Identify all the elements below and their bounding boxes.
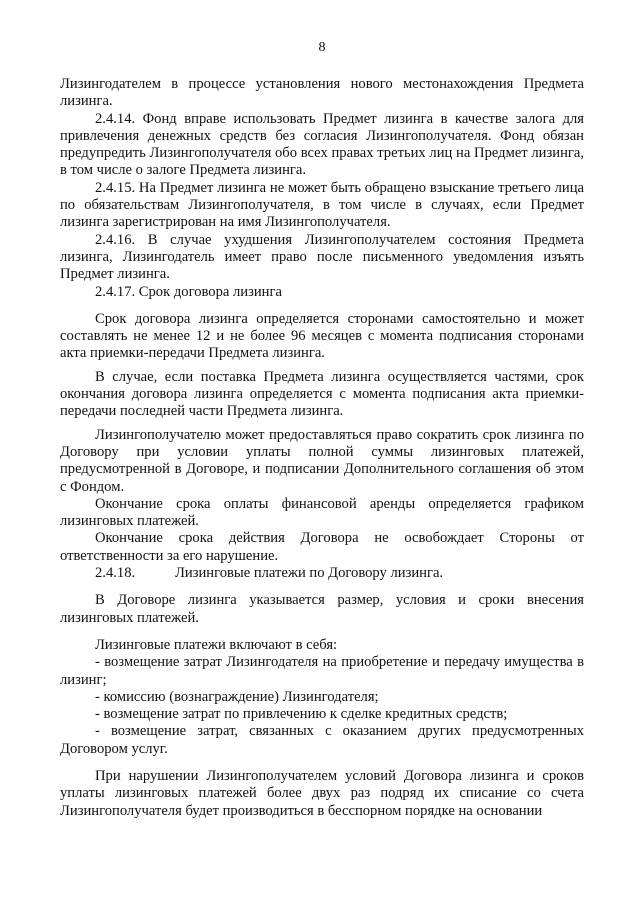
finance-lease-end-paragraph: Окончание срока оплаты финансовой аренды определяется графиком лизинговых платежей. xyxy=(60,495,584,530)
early-termination-paragraph: Лизингополучателю может предоставляться право сократить срок лизинга по Договору при условии уплаты полной суммы лизинговых платежей, предусмотренной в Договоре, и подписании Дополнительного соглашения об этом с Фондом. xyxy=(60,426,584,495)
partial-delivery-paragraph: В случае, если поставка Предмета лизинга осуществляется частями, срок окончания договора лизинга определяется с момента подписания акта приемки-передачи последней части Предмета лизинга. xyxy=(60,368,584,420)
contract-end-paragraph: Окончание срока действия Договора не освобождает Стороны от ответственности за его нарушение. xyxy=(60,530,584,564)
payments-include-paragraph: Лизинговые платежи включают в себя: xyxy=(95,636,338,653)
violation-paragraph: При нарушении Лизингополучателем условий Договора лизинга и сроков уплаты лизинговых платежей более двух раз подряд их списание со счета Лизингополучателя будет производиться в бесспорном порядке на основании xyxy=(60,767,584,819)
list-item: - возмещение затрат, связанных с оказанием других предусмотренных Договором услуг. xyxy=(60,723,584,757)
lease-term-paragraph: Срок договора лизинга определяется сторонами самостоятельно и может составлять не менее 12 и не более 96 месяцев с момента подписания сторонами акта приемки-передачи Предмета лизинга. xyxy=(60,310,584,362)
payments-terms-paragraph: В Договоре лизинга указывается размер, условия и сроки внесения лизинговых платежей. xyxy=(60,592,584,626)
clause-2-4-14: 2.4.14. Фонд вправе использовать Предмет лизинга в качестве залога для привлечения денежных средств без согласия Лизингополучателя. Фонд обязан предупредить Лизингополучателя обо всех правах третьих лиц на Предмет лизинга, в том числе о залоге Предмета лизинга. xyxy=(60,110,584,179)
list-item: - возмещение затрат по привлечению к сделке кредитных средств; xyxy=(95,706,508,723)
list-item: - комиссию (вознаграждение) Лизингодателя; xyxy=(95,688,379,705)
clause-2-4-17-heading: 2.4.17. Срок договора лизинга xyxy=(95,283,282,300)
clause-2-4-18-heading xyxy=(60,565,584,582)
clause-title: Лизинговые платежи по Договору лизинга. xyxy=(175,565,444,582)
paragraph-continuation: Лизингодателем в процессе установления нового местонахождения Предмета лизинга. xyxy=(60,76,584,110)
clause-number: 2.4.18. xyxy=(95,565,136,582)
clause-2-4-15: 2.4.15. На Предмет лизинга не может быть обращено взыскание третьего лица по обязательствам Лизингополучателя, в том числе в случаях, если Предмет лизинга зарегистрирован на имя Лизингополучателя. xyxy=(60,179,584,231)
page-number: 8 xyxy=(318,40,326,55)
clause-2-4-16: 2.4.16. В случае ухудшения Лизингополучателем состояния Предмета лизинга, Лизингодатель имеет право после письменного уведомления изъять Предмет лизинга. xyxy=(60,231,584,283)
list-item: - возмещение затрат Лизингодателя на приобретение и передачу имущества в лизинг; xyxy=(60,654,584,688)
